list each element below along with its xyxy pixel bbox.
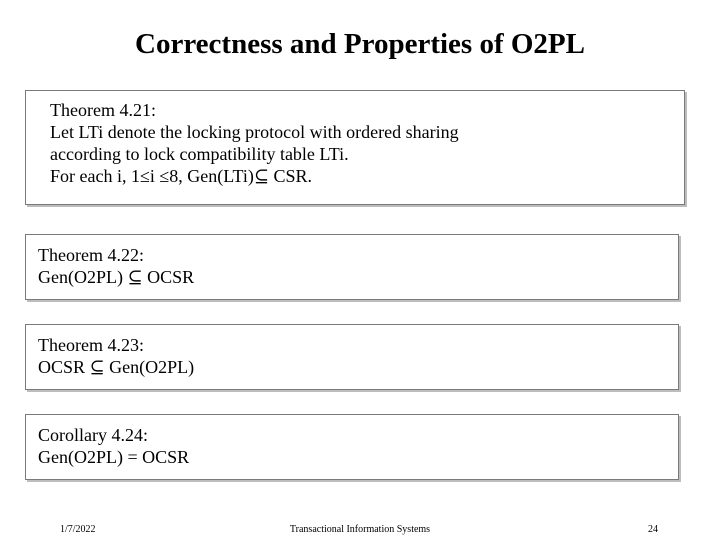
theorem-4-21-heading: Theorem 4.21: [50,100,156,120]
theorem-4-21-line-2: according to lock compatibility table LTi. [50,144,349,164]
theorem-4-23-line-1: OCSR ⊆ Gen(O2PL) [38,357,195,377]
theorem-4-22-line-1: Gen(O2PL) ⊆ OCSR [38,267,195,287]
theorem-4-21-content [50,99,459,187]
theorem-4-21-line-3: For each i, 1≤i ≤8, Gen(LTi)⊆ CSR. [50,166,313,186]
footer-date: 1/7/2022 [60,524,96,535]
slide-title: Correctness and Properties of O2PL [135,28,585,60]
theorem-4-22-heading: Theorem 4.22: [38,245,144,265]
footer-title: Transactional Information Systems [289,524,431,535]
corollary-4-24-box [25,414,679,480]
theorem-4-21-line-1: Let LTi denote the locking protocol with ordered sharing [50,122,459,142]
theorem-4-21-box [25,90,685,205]
footer-page-number: 24 [648,524,658,535]
theorem-4-23-heading: Theorem 4.23: [38,335,144,355]
theorem-4-22-content [38,244,194,288]
theorem-4-23-content [38,334,194,378]
corollary-4-24-heading: Corollary 4.24: [38,425,148,445]
theorem-4-22-box [25,234,679,300]
theorem-4-23-box [25,324,679,390]
corollary-4-24-line-1: Gen(O2PL) = OCSR [38,447,190,467]
corollary-4-24-content [38,424,189,468]
